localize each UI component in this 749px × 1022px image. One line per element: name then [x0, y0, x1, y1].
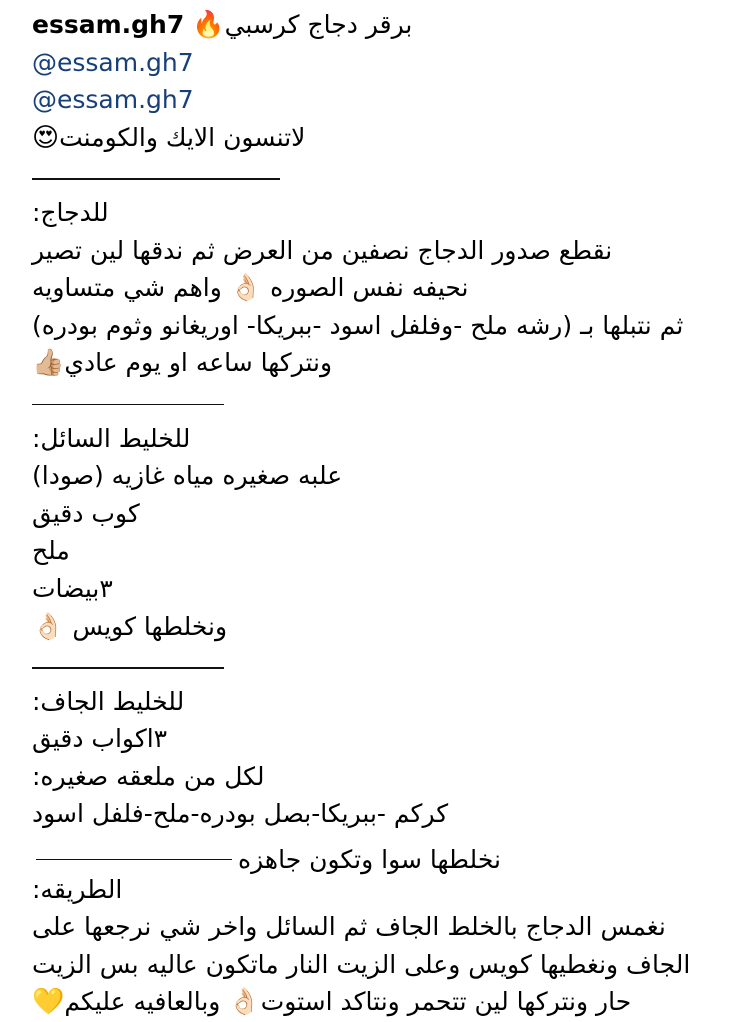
ok-hand-icon: 👌🏻: [229, 273, 263, 304]
chicken-line-text: ونتركها ساعه او يوم عادي: [64, 348, 333, 378]
dry-line-text: لكل من ملعقه صغيره:: [32, 761, 265, 791]
cta-text-wrap: [32, 123, 305, 152]
chicken-line-text: نقطع صدور الدجاج نصفين من العرض ثم ندقها لين تصير: [32, 235, 613, 265]
cta-line: [32, 119, 732, 157]
dry-line-text: نخلطها سوا وتكون جاهزه: [238, 844, 501, 874]
mention-line: [32, 44, 732, 82]
section-heading-liquid: [32, 420, 732, 458]
method-line: [32, 908, 732, 946]
liquid-line: [32, 608, 732, 646]
section-heading-text: للخليط الجاف:: [32, 686, 185, 716]
mention-link[interactable]: @essam.gh7: [32, 47, 194, 77]
chicken-line-text: نحيفه نفس الصوره: [270, 273, 469, 303]
liquid-line: [32, 570, 732, 608]
method-line: [32, 946, 732, 984]
heart-eyes-icon: 😍: [32, 122, 60, 153]
method-line-text: الجاف ونغطيها كويس وعلى الزيت النار ماتكون عاليه بس الزيت: [32, 949, 691, 979]
mention-link[interactable]: @essam.gh7: [32, 85, 194, 115]
ok-hand-icon: 👌🏻: [228, 987, 261, 1018]
liquid-line-text: كوب دقيق: [32, 498, 140, 528]
liquid-line: [32, 495, 732, 533]
dry-line-text: كركم -ببريكا-بصل بودره-ملح-فلفل اسود: [32, 799, 449, 829]
chicken-line: [32, 269, 732, 307]
cta-text: لاتنسون الايك والكومنت: [59, 122, 306, 152]
liquid-line: [32, 457, 732, 495]
chicken-line: [32, 232, 732, 270]
method-line-text: حار ونتركها لين تتحمر ونتاكد استوت: [260, 987, 632, 1017]
divider: [36, 859, 232, 861]
liquid-line-text: علبه صغيره مياه غازيه (صودا): [32, 461, 343, 491]
chicken-line-text: ثم نتبلها بـ (رشه ملح -وفلفل اسود -ببريكا- اوريغانو وثوم بودره): [32, 310, 684, 340]
section-heading-text: للدجاج:: [32, 197, 109, 227]
dry-line-text: ٣اكواب دقيق: [32, 724, 168, 754]
dry-line: [32, 758, 732, 796]
liquid-line: [32, 532, 732, 570]
liquid-line-text: ونخلطها كويس: [72, 611, 228, 641]
section-heading-dry: [32, 683, 732, 721]
post-caption: [32, 6, 732, 1021]
caption-title-text: برقر دجاج كرسبي: [224, 10, 413, 39]
method-line-wrap: [32, 987, 631, 1016]
section-heading-text: للخليط السائل:: [32, 423, 191, 453]
chicken-line-wrap: [32, 348, 332, 377]
dry-line: [32, 795, 732, 833]
fire-icon: 🔥: [192, 10, 225, 40]
method-line-text: نغمس الدجاج بالخلط الجاف ثم السائل واخر شي نرجعها على: [32, 912, 666, 942]
liquid-line-wrap: [32, 612, 227, 641]
dry-line: [32, 833, 732, 874]
liquid-line-text: ٣بيضات: [32, 573, 113, 603]
section-heading-text: الطريقه:: [32, 874, 123, 904]
method-line-suffix: وبالعافيه عليكم: [64, 987, 221, 1017]
username[interactable]: essam.gh7: [32, 10, 185, 39]
dry-line: [32, 720, 732, 758]
divider: [32, 645, 732, 683]
section-heading-chicken: [32, 194, 732, 232]
ok-hand-icon: 👌🏻: [32, 611, 65, 642]
divider: [32, 156, 732, 194]
chicken-line: [32, 307, 732, 345]
caption-title: [192, 10, 412, 39]
liquid-line-text: ملح: [32, 536, 70, 566]
method-line: [32, 983, 732, 1021]
caption-first-line: [32, 6, 732, 44]
chicken-line-wrap: [32, 273, 468, 302]
thumbs-up-icon: 👍🏼: [32, 348, 65, 379]
chicken-line-suffix: واهم شي متساويه: [32, 273, 222, 303]
yellow-heart-icon: 💛: [32, 987, 65, 1018]
divider: [32, 382, 732, 420]
mention-line: [32, 81, 732, 119]
chicken-line: [32, 344, 732, 382]
